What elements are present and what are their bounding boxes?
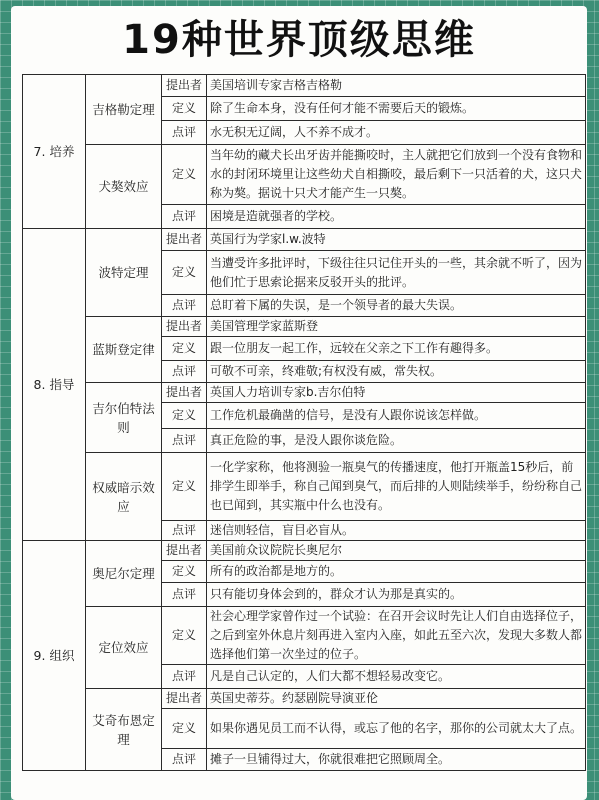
row-content: 水无积无辽阔，人不养不成才。: [207, 121, 586, 145]
row-label: 点评: [162, 749, 207, 771]
concept-name: 权威暗示效应: [86, 453, 162, 541]
row-label: 定义: [162, 453, 207, 521]
concept-name: 定位效应: [86, 607, 162, 689]
row-content: 总盯着下属的失误，是一个领导者的最大失误。: [207, 295, 586, 317]
table-row: [23, 383, 586, 403]
row-content: 困境是造就强者的学校。: [207, 205, 586, 229]
row-label: 定义: [162, 145, 207, 205]
row-label: 定义: [162, 251, 207, 295]
table-row: [23, 453, 586, 521]
concept-name: 蓝斯登定律: [86, 317, 162, 383]
row-content: 只有能切身体会到的，群众才认为那是真实的。: [207, 583, 586, 607]
row-content: 美国培训专家吉格吉格勒: [207, 75, 586, 97]
concept-name: 吉格勒定理: [86, 75, 162, 145]
row-label: 定义: [162, 403, 207, 429]
table-row: [23, 145, 586, 205]
row-content: 英国行为学家l.w.波特: [207, 229, 586, 251]
table-row: [23, 75, 586, 97]
row-label: 点评: [162, 429, 207, 453]
content-card: [11, 6, 587, 800]
row-label: 定义: [162, 607, 207, 665]
row-content: 社会心理学家曾作过一个试验：在召开会议时先让人们自由选择位子，之后到室外休息片刻再进入室内入座，如此五至六次，发现大多数人都选择他们第一次坐过的位子。: [207, 607, 586, 665]
row-label: 提出者: [162, 689, 207, 709]
row-label: 提出者: [162, 317, 207, 337]
table-row: [23, 541, 586, 561]
row-content: 英国人力培训专家b.吉尔伯特: [207, 383, 586, 403]
row-content: 如果你遇见员工而不认得，或忘了他的名字，那你的公司就太大了点。: [207, 709, 586, 749]
table-row: [23, 229, 586, 251]
row-content: 美国前众议院院长奥尼尔: [207, 541, 586, 561]
row-label: 提出者: [162, 383, 207, 403]
row-label: 点评: [162, 205, 207, 229]
table-row: [23, 689, 586, 709]
row-label: 点评: [162, 583, 207, 607]
row-content: 一化学家称，他将测验一瓶臭气的传播速度，他打开瓶盖15秒后，前排学生即举手，称自己闻到臭气，而后排的人则陆续举手，纷纷称自己也已闻到，其实瓶中什么也没有。: [207, 453, 586, 521]
row-content: 所有的政治都是地方的。: [207, 561, 586, 583]
group-label: 7. 培养: [23, 75, 86, 229]
row-content: 摊子一旦铺得过大，你就很难把它照顾周全。: [207, 749, 586, 771]
page-title: 19种世界顶级思维: [122, 17, 476, 63]
row-label: 定义: [162, 337, 207, 361]
row-label: 定义: [162, 97, 207, 121]
thinking-models-table: [22, 74, 586, 771]
concept-name: 波特定理: [86, 229, 162, 317]
group-label: 9. 组织: [23, 541, 86, 771]
row-content: 跟一位朋友一起工作，远较在父亲之下工作有趣得多。: [207, 337, 586, 361]
row-content: 可敬不可亲，终难敬;有权没有威，常失权。: [207, 361, 586, 383]
concept-name: 吉尔伯特法则: [86, 383, 162, 453]
row-content: 凡是自己认定的，人们大都不想轻易改变它。: [207, 665, 586, 689]
row-label: 提出者: [162, 541, 207, 561]
row-label: 定义: [162, 709, 207, 749]
concept-name: 艾奇布恩定理: [86, 689, 162, 771]
group-label: 8. 指导: [23, 229, 86, 541]
row-content: 英国史蒂芬。约瑟剧院导演亚伦: [207, 689, 586, 709]
row-content: 除了生命本身，没有任何才能不需要后天的锻炼。: [207, 97, 586, 121]
row-label: 点评: [162, 121, 207, 145]
row-label: 点评: [162, 665, 207, 689]
row-content: 工作危机最确凿的信号，是没有人跟你说该怎样做。: [207, 403, 586, 429]
row-label: 定义: [162, 561, 207, 583]
table-row: [23, 607, 586, 665]
concept-name: 奥尼尔定理: [86, 541, 162, 607]
row-content: 美国管理学家蓝斯登: [207, 317, 586, 337]
row-content: 真正危险的事，是没人跟你谈危险。: [207, 429, 586, 453]
row-label: 提出者: [162, 229, 207, 251]
concept-name: 犬獒效应: [86, 145, 162, 229]
row-content: 迷信则轻信，盲目必盲从。: [207, 521, 586, 541]
row-label: 点评: [162, 361, 207, 383]
row-label: 点评: [162, 521, 207, 541]
row-label: 提出者: [162, 75, 207, 97]
row-content: 当遭受许多批评时，下级往往只记住开头的一些，其余就不听了，因为他们忙于思索论据来反驳开头的批评。: [207, 251, 586, 295]
row-label: 点评: [162, 295, 207, 317]
row-content: 当年幼的藏犬长出牙齿并能撕咬时，主人就把它们放到一个没有食物和水的封闭环境里让这些幼犬自相撕咬，最后剩下一只活着的犬，这只犬称为獒。据说十只犬才能产生一只獒。: [207, 145, 586, 205]
table-row: [23, 317, 586, 337]
